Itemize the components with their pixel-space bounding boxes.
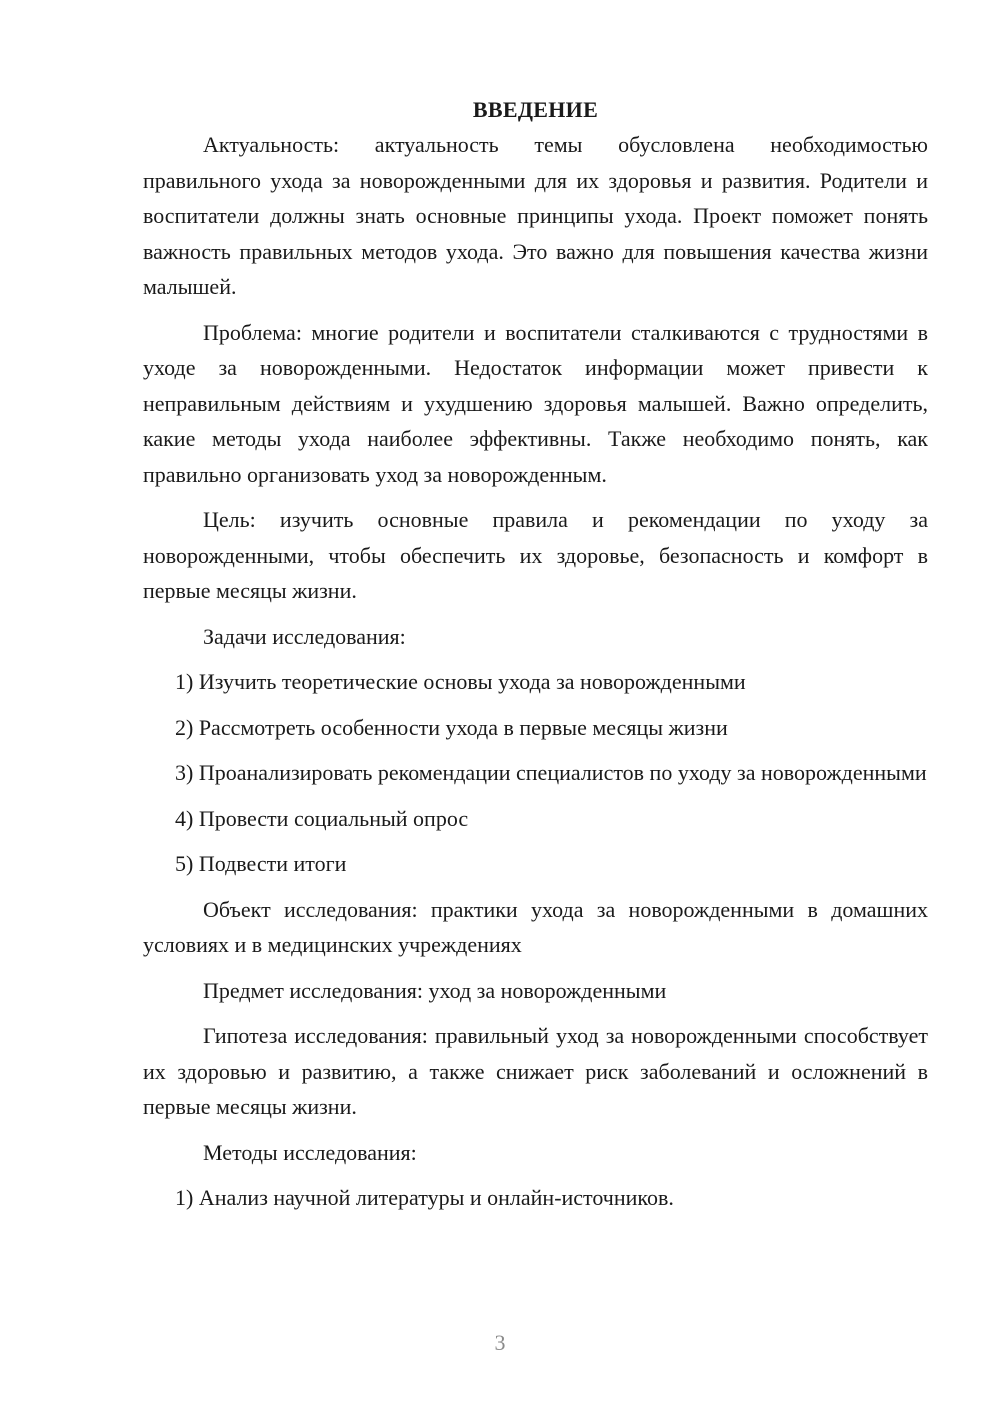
goal-paragraph: Цель: изучить основные правила и рекомендации по уходу за новорожденными, чтобы обеспечить их здоровье, безопасность и комфорт в первые месяцы жизни. <box>143 507 928 603</box>
relevance-paragraph: Актуальность: актуальность темы обусловлена необходимостью правильного ухода за новорожденными для их здоровья и развития. Родители и воспитатели должны знать основные принципы ухода. Проект поможет понять важность правильных методов ухода. Это важно для повышения качества жизни малышей. <box>143 132 928 299</box>
hypothesis-paragraph: Гипотеза исследования: правильный уход за новорожденными способствует их здоровью и развитию, а также снижает риск заболеваний и осложнений в первые месяцы жизни. <box>143 1023 928 1119</box>
research-subject-paragraph: Предмет исследования: уход за новорожденными <box>203 977 667 1003</box>
task-item-5: 5) Подвести итоги <box>175 851 347 876</box>
problem-paragraph: Проблема: многие родители и воспитатели сталкиваются с трудностями в уходе за новорожденными. Недостаток информации может привести к неправильным действиям и ухудшению здоровья малышей. Важно определить, какие методы ухода наиболее эффективны. Также необходимо понять, как правильно организовать уход за новорожденным. <box>143 319 928 487</box>
section-title: ВВЕДЕНИЕ <box>472 97 599 122</box>
research-object-paragraph: Объект исследования: практики ухода за новорожденными в домашних условиях и в медицинских учреждениях <box>143 896 928 957</box>
tasks-heading: Задачи исследования: <box>203 623 406 649</box>
method-item-1: 1) Анализ научной литературы и онлайн-источников. <box>175 1185 674 1210</box>
task-item-1: 1) Изучить теоретические основы ухода за новорожденными <box>175 669 746 694</box>
task-item-2: 2) Рассмотреть особенности ухода в первые месяцы жизни <box>175 714 728 740</box>
methods-heading: Методы исследования: <box>203 1139 417 1165</box>
task-item-4: 4) Провести социальный опрос <box>175 805 469 831</box>
task-item-3: 3) Проанализировать рекомендации специалистов по уходу за новорожденными <box>175 760 927 785</box>
page-number: 3 <box>494 1330 506 1355</box>
document-page <box>143 92 928 1226</box>
